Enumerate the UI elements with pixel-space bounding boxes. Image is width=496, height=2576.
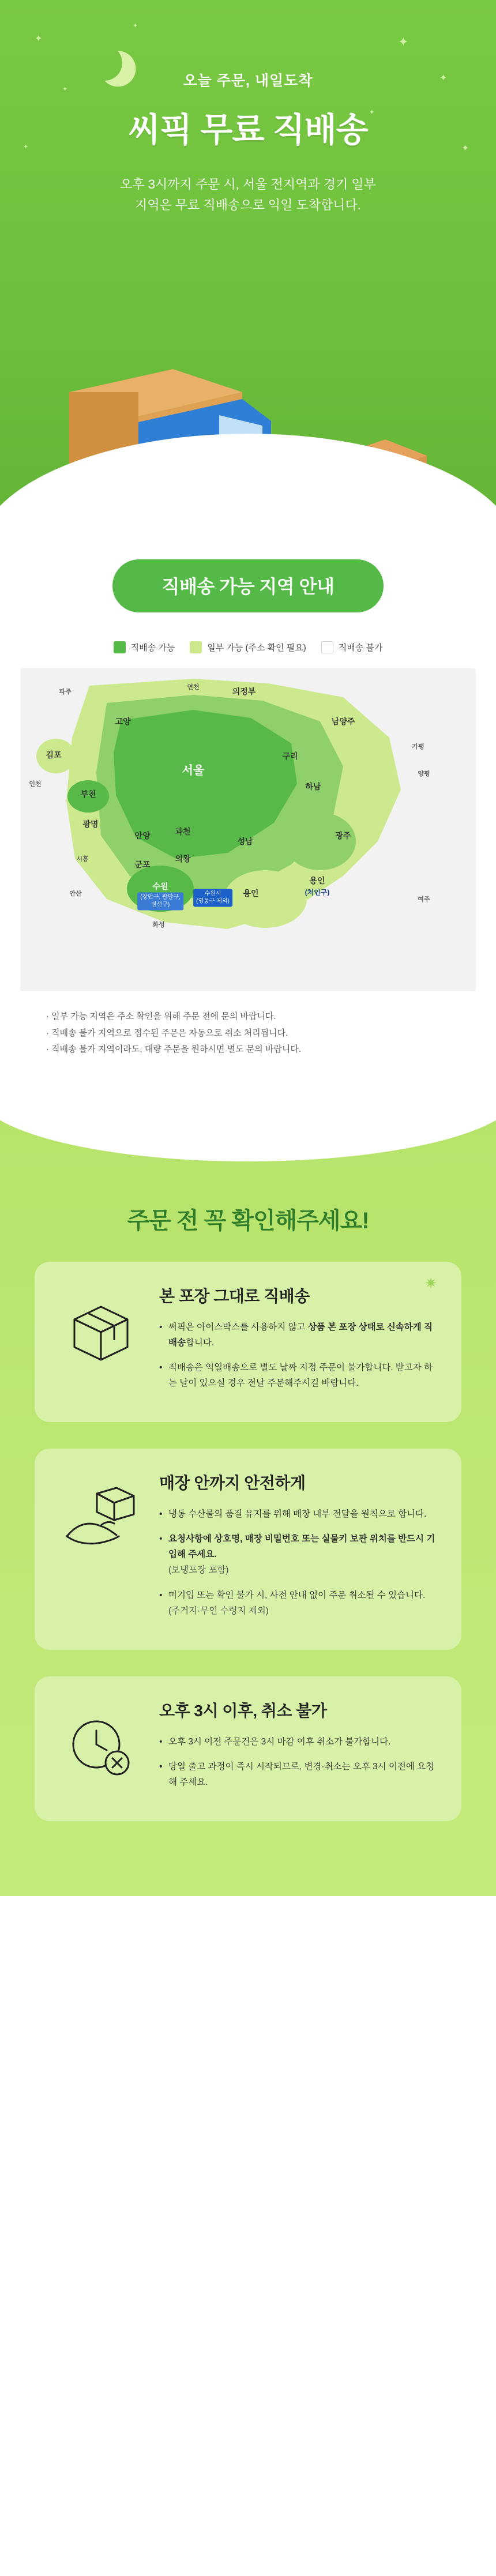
hero-section [0, 0, 496, 554]
region-note: · 직배송 불가 지역이라도, 대량 주문을 원하시면 별도 문의 바랍니다. [46, 1044, 302, 1054]
star-icon: ✦ [23, 144, 29, 151]
map-chip: (처인구) [305, 888, 330, 897]
sparkle-icon: ✷ [424, 1274, 437, 1292]
map-label: 구리 [282, 751, 298, 761]
legend-swatch-icon [114, 641, 126, 653]
check-card-bullet: • 미기입 또는 확인 불가 시, 사전 안내 없이 주문 취소될 수 있습니다. (주거지·무인 수령지 제외) [159, 1588, 438, 1619]
map-shapes [20, 668, 476, 991]
check-card-bullet: • 당일 출고 과정이 즉시 시작되므로, 변경·취소는 오후 3시 이전에 요청해 주세요. [159, 1759, 438, 1790]
star-icon: ✦ [133, 22, 138, 29]
check-card-bullet: • 오후 3시 이전 주문건은 3시 마감 이후 취소가 불가합니다. [159, 1734, 438, 1750]
map-label: 안양 [134, 831, 151, 840]
check-card-packaging [35, 1262, 461, 1423]
map-label: 서울 [182, 764, 205, 777]
star-icon: ✦ [62, 86, 68, 93]
hero-subtitle-line1: 오후 3시까지 주문 시, 서울 전지역과 경기 일부 [120, 177, 376, 191]
map-label: 용인 [309, 876, 325, 885]
legend-item-unavailable [321, 641, 383, 653]
clock-cancel-icon [58, 1698, 144, 1778]
package-box-icon [58, 1284, 144, 1363]
hero-title: 씨픽 무료 직배송 [128, 111, 368, 149]
map-label: 군포 [134, 860, 151, 869]
map-chip: 수원시 (영통구 제외) [193, 889, 232, 907]
check-card-bullet: • 요청사항에 상호명, 매장 비밀번호 또는 실물키 보관 위치를 반드시 기입해 주세요. (보냉포장 포함) [159, 1531, 438, 1578]
region-note: · 직배송 불가 지역으로 접수된 주문은 자동으로 취소 처리됩니다. [46, 1028, 288, 1038]
map-label: 파주 [59, 689, 72, 695]
map-label: 광주 [335, 831, 351, 840]
delivery-area-map [20, 668, 476, 991]
map-label: 여주 [418, 896, 430, 903]
map-chip: (장안구, 팔달구, 권선구) [137, 893, 183, 911]
map-label: 용인 [243, 889, 259, 898]
map-label: 부천 [80, 789, 96, 799]
check-card-body [159, 1698, 438, 1799]
map-label: 안산 [69, 890, 82, 897]
star-icon: ✦ [461, 144, 469, 153]
check-section-title: 주문 전 꼭 확인해주세요! [127, 1208, 369, 1234]
check-section [0, 1093, 496, 1874]
map-label: 시흥 [76, 856, 89, 863]
map-label: 광명 [82, 819, 99, 829]
region-pill-title: 직배송 가능 지역 안내 [112, 559, 384, 612]
legend-label: 일부 가능 (주소 확인 필요) [207, 643, 306, 653]
page-footer-spacer [0, 1873, 496, 1896]
hero-kicker: 오늘 주문, 내일도착 [183, 73, 313, 89]
legend-item-available [114, 641, 175, 653]
legend-swatch-icon [321, 641, 333, 653]
check-card-title: 본 포장 그대로 직배송 [159, 1287, 310, 1305]
star-icon: ✦ [439, 73, 448, 83]
hand-delivery-icon [58, 1471, 144, 1550]
legend-label: 직배송 가능 [130, 643, 175, 653]
map-label: 남양주 [331, 717, 355, 726]
check-card-cancel [35, 1676, 461, 1821]
legend-label: 직배송 불가 [338, 643, 383, 653]
map-label: 수원 [152, 882, 168, 891]
map-label: 화성 [152, 922, 165, 928]
map-label: 성남 [237, 837, 253, 846]
map-label: 하남 [305, 782, 321, 791]
hero-subtitle-line2: 지역은 무료 직배송으로 익일 도착합니다. [135, 198, 361, 213]
legend-swatch-icon [190, 641, 202, 653]
map-label: 양평 [418, 770, 430, 777]
check-card-delivery [35, 1449, 461, 1650]
star-icon: ✦ [369, 109, 375, 116]
map-label: 고양 [115, 717, 131, 726]
region-section [0, 554, 496, 1093]
star-icon: ✦ [398, 35, 409, 49]
region-notes [46, 1009, 450, 1058]
region-note: · 일부 가능 지역은 주소 확인을 위해 주문 전에 문의 바랍니다. [46, 1011, 276, 1021]
hero-subtitle [0, 174, 496, 216]
map-label: 김포 [46, 750, 62, 759]
map-label: 인천 [29, 781, 42, 788]
map-label: 과천 [175, 827, 191, 836]
map-label: 연천 [187, 684, 200, 691]
check-card-bullet: • 씨픽은 아이스박스를 사용하지 않고 상품 본 포장 상태로 신속하게 직배송합니다. [159, 1319, 438, 1351]
check-card-title: 매장 안까지 안전하게 [159, 1474, 306, 1492]
check-card-body [159, 1471, 438, 1628]
hero-text-block [0, 0, 496, 216]
map-label: 가평 [412, 743, 424, 750]
legend-item-partial [190, 641, 306, 653]
check-card-body [159, 1284, 438, 1401]
check-card-bullet: • 직배송은 익일배송으로 별도 날짜 지정 주문이 불가합니다. 받고자 하는 날이 있으실 경우 전날 주문해주시길 바랍니다. [159, 1360, 438, 1391]
check-card-title: 오후 3시 이후, 취소 불가 [159, 1701, 327, 1720]
map-legend [0, 641, 496, 653]
map-label: 의왕 [175, 854, 191, 863]
map-label: 의정부 [232, 687, 256, 696]
check-card-bullet: • 냉동 수산물의 품질 유지를 위해 매장 내부 전달을 원칙으로 합니다. [159, 1506, 438, 1522]
star-icon: ✦ [35, 34, 43, 44]
